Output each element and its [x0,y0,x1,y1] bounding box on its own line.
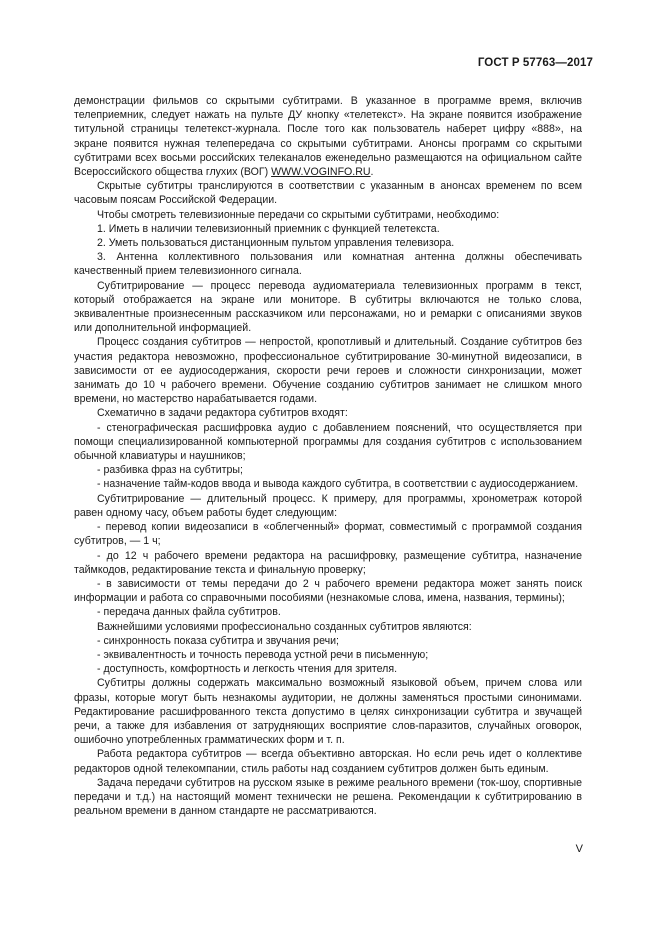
paragraph: Чтобы смотреть телевизионные передачи со скрытыми субтитрами, необходимо: [97,208,500,221]
paragraph: Скрытые субтитры транслируются в соответствии с указанным в анонсах временем по всем часовым поясам Российской Федерации. [74,180,582,207]
paragraph: Работа редактора субтитров — всегда объективно авторская. Но если речь идет о коллективе редакторов одной телекомпании, стиль работы над созданием субтитров должен быть единым. [74,748,582,775]
paragraph: Важнейшими условиями профессионально созданных субтитров являются: [97,620,472,633]
voginfo-link[interactable]: WWW.VOGINFO.RU [271,166,371,179]
list-item: - перевод копии видеозаписи в «облегченный» формат, совместимый с программой создания субтитров, — 1 ч; [74,521,582,548]
paragraph: демонстрации фильмов со скрытыми субтитрами. В указанное в программе время, включив телеприемник, следует нажать на пульте ДУ кнопку «телетекст». На экране появится изображение титульной страницы телетекст-журнала. После того как пользователь наберет цифру «888», на экране появится нужная телепередача со скрытыми субтитрами. Анонсы программ со скрытыми субтитрами всех восьми российских телеканалов еженедельно размещаются на официальном сайте Всероссийского общества глухих (ВОГ) WWW.VOGINFO.RU. [74,95,582,179]
paragraph: Схематично в задачи редактора субтитров входят: [97,407,348,420]
list-item: - в зависимости от темы передачи до 2 ч рабочего времени редактора может занять поиск информации и работа со справочными пособиями (незнакомые слова, имена, названия, термины); [74,577,582,605]
list-item: - доступность, комфортность и легкость чтения для зрителя. [97,663,398,676]
list-item: 1. Иметь в наличии телевизионный приемник с функцией телетекста. [97,222,440,235]
list-item: 3. Антенна коллективного пользования или комнатная антенна должны обеспечивать качественный прием телевизионного сигнала. [74,251,582,278]
paragraph: Процесс создания субтитров — непростой, кропотливый и длительный. Создание субтитров без участия редактора невозможно, профессиональное субтитрирование 30-минутной видеозаписи, в зависимости от ее аудиосодержания, скорости речи героев и сложности синхронизации, может занимать до 10 ч рабочего времени. Обучение созданию субтитров занимает не слишком много времени, но мастерство нарабатывается годами. [74,336,582,406]
paragraph: Субтитрирование — длительный процесс. К примеру, для программы, хронометраж которой равен одному часу, объем работы будет следующим: [74,492,582,519]
list-item: - назначение тайм-кодов ввода и вывода каждого субтитра, в соответствии с аудиосодержанием. [97,478,579,491]
list-item: - стенографическая расшифровка аудио с добавлением пояснений, что осуществляется при помощи специализированной компьютерной программы для создания субтитров с использованием обычной клавиатуры и наушников; [74,421,582,463]
list-item: - синхронность показа субтитра и звучания речи; [97,634,339,647]
list-item: - эквивалентность и точность перевода устной речи в письменную; [97,648,429,661]
list-item: 2. Уметь пользоваться дистанционным пультом управления телевизора. [97,237,455,250]
paragraph: Задача передачи субтитров на русском языке в режиме реального времени (ток-шоу, спортивные передачи и т.д.) на настоящий момент технически не решена. Рекомендации к субтитрированию в реальном времени в данном стандарте не рассматриваются. [74,776,582,818]
document-header: ГОСТ Р 57763—2017 [477,57,593,69]
paragraph: Субтитры должны содержать максимально возможный языковой объем, причем слова или фразы, которые могут быть незнакомы аудитории, не должны заменяться простыми синонимами. Редактирование расшифрованного текста допустимо в целях синхронизации субтитра и звучащей речи, а также для избавления от затрудняющих восприятие слов-паразитов, случайных оговорок, ошибочно употребленных грамматических форм и т. п. [74,677,582,747]
list-item: - передача данных файла субтитров. [97,606,281,619]
paragraph: Субтитрирование — процесс перевода аудиоматериала телевизионных программ в текст, который отображается на экране или мониторе. В субтитры включаются не только слова, эквивалентные произнесенным рассказчиком или персонажами, но и ремарки с описаниями звуков или дополнительной информацией. [74,279,582,335]
page-number: V [575,843,583,855]
document-body [74,94,582,818]
list-item: - разбивка фраз на субтитры; [97,464,243,477]
list-item: - до 12 ч рабочего времени редактора на расшифровку, размещение субтитра, назначение таймкодов, редактирование текста и финальную проверку; [74,549,582,576]
